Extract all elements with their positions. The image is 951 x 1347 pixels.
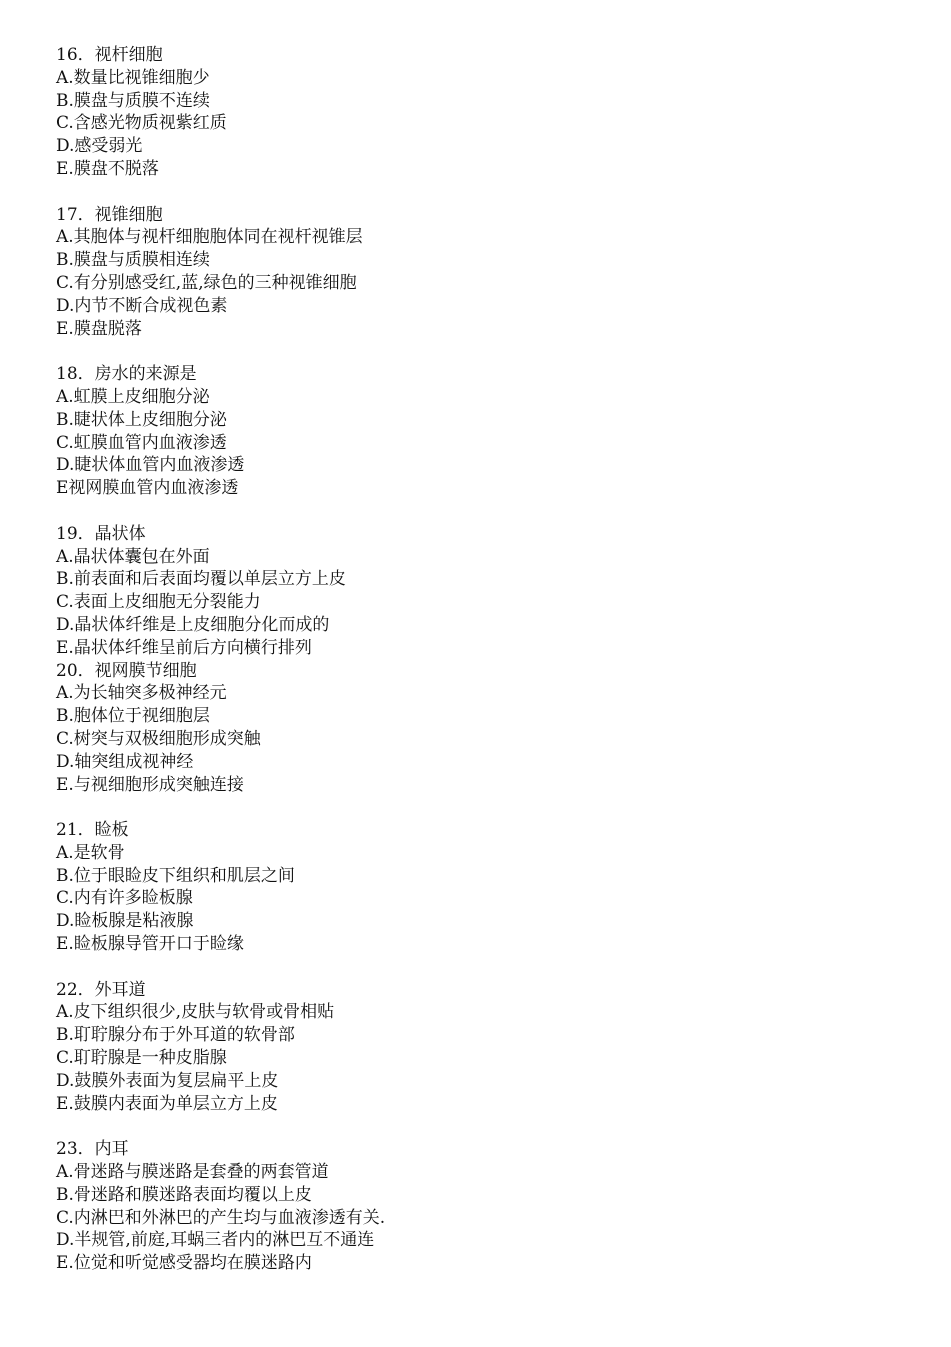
option-d: D.内节不断合成视色素 (56, 295, 228, 316)
option-e: E.膜盘脱落 (56, 318, 142, 339)
question-16 (56, 44, 916, 181)
question-title: 19．晶状体 (56, 523, 146, 544)
option-b: B.膜盘与质膜不连续 (56, 90, 210, 111)
spacer (56, 181, 916, 204)
question-18 (56, 363, 916, 500)
question-23 (56, 1138, 916, 1275)
option-d: D.鼓膜外表面为复层扁平上皮 (56, 1070, 279, 1091)
spacer (56, 340, 916, 363)
option-d: D.半规管,前庭,耳蜗三者内的淋巴互不通连 (56, 1230, 375, 1251)
question-17 (56, 204, 916, 341)
question-title: 16．视杆细胞 (56, 45, 163, 65)
option-a: A.皮下组织很少,皮肤与软骨或骨相贴 (56, 1002, 335, 1023)
option-d: D.感受弱光 (56, 136, 143, 157)
option-e: E.与视细胞形成突触连接 (56, 774, 244, 795)
option-d: D.晶状体纤维是上皮细胞分化而成的 (56, 614, 330, 635)
spacer (56, 956, 916, 979)
question-19 (56, 523, 916, 660)
option-e: E.鼓膜内表面为单层立方上皮 (56, 1093, 278, 1114)
option-c: C.含感光物质视紫红质 (56, 113, 227, 134)
question-22 (56, 979, 916, 1116)
option-b: B.耵聍腺分布于外耳道的软骨部 (56, 1025, 295, 1046)
option-a: A.为长轴突多极神经元 (56, 683, 227, 704)
spacer (56, 500, 916, 523)
option-b: B.睫状体上皮细胞分泌 (56, 409, 227, 430)
document-page (56, 44, 916, 1275)
option-e: E.位觉和听觉感受器均在膜迷路内 (56, 1253, 312, 1274)
option-a: A.虹膜上皮细胞分泌 (56, 386, 210, 407)
option-d: D.睫状体血管内血液渗透 (56, 455, 245, 476)
option-c: C.有分别感受红,蓝,绿色的三种视锥细胞 (56, 272, 357, 293)
option-e: E.膜盘不脱落 (56, 158, 159, 179)
option-b: B.骨迷路和膜迷路表面均覆以上皮 (56, 1184, 312, 1205)
question-title: 17．视锥细胞 (56, 204, 163, 225)
option-a: A.晶状体囊包在外面 (56, 546, 210, 567)
option-c: C.内有许多睑板腺 (56, 888, 193, 909)
option-e: E视网膜血管内血液渗透 (56, 478, 239, 499)
option-a: A.其胞体与视杆细胞胞体同在视杆视锥层 (56, 227, 363, 248)
option-c: C.内淋巴和外淋巴的产生均与血液渗透有关. (56, 1207, 386, 1228)
option-b: B.前表面和后表面均覆以单层立方上皮 (56, 569, 346, 590)
spacer (56, 1115, 916, 1138)
option-a: A.骨迷路与膜迷路是套叠的两套管道 (56, 1162, 329, 1183)
option-e: E.睑板腺导管开口于睑缘 (56, 934, 244, 955)
option-c: C.表面上皮细胞无分裂能力 (56, 592, 261, 613)
option-d: D.睑板腺是粘液腺 (56, 911, 194, 932)
option-b: B.位于眼睑皮下组织和肌层之间 (56, 865, 295, 886)
option-c: C.树突与双极细胞形成突触 (56, 728, 261, 749)
question-title: 23．内耳 (56, 1139, 129, 1160)
option-e: E.晶状体纤维呈前后方向横行排列 (56, 637, 312, 658)
question-21 (56, 819, 916, 956)
option-a: A.数量比视锥细胞少 (56, 67, 210, 88)
question-title: 22．外耳道 (56, 979, 146, 1000)
option-b: B.膜盘与质膜相连续 (56, 250, 210, 271)
question-title: 21．睑板 (56, 820, 129, 841)
option-d: D.轴突组成视神经 (56, 751, 194, 772)
option-b: B.胞体位于视细胞层 (56, 706, 210, 727)
question-title: 18．房水的来源是 (56, 364, 197, 385)
option-c: C.耵聍腺是一种皮脂腺 (56, 1048, 227, 1069)
spacer (56, 796, 916, 819)
question-20 (56, 660, 916, 797)
question-title: 20．视网膜节细胞 (56, 660, 197, 681)
option-c: C.虹膜血管内血液渗透 (56, 432, 227, 453)
option-a: A.是软骨 (56, 842, 125, 863)
